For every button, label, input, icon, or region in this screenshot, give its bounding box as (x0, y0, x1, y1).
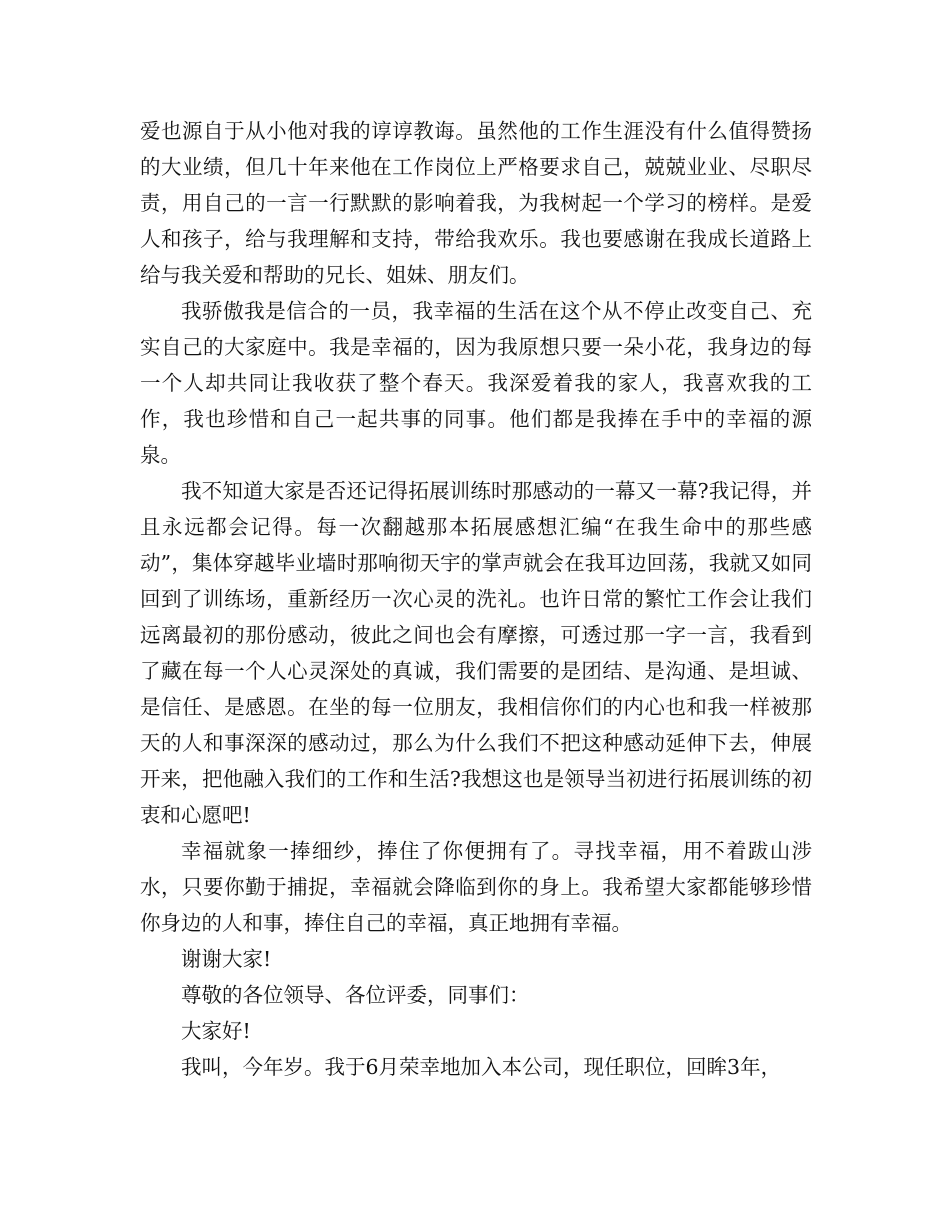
paragraph-thank-you: 谢谢大家! (181, 947, 272, 971)
paragraph-family-thanks: 爱也源自于从小他对我的谆谆教诲。虽然他的工作生涯没有什么值得赞扬的大业绩，但几十年来他在工作岗位上严格要求自己，兢兢业业、尽职尽责，用自己的一言一行默默的影响着我，为我树起一个学习的榜样。是爱人和孩子，给与我理解和支持，带给我欢乐。我也要感谢在我成长道路上给与我关爱和帮助的兄长、姐妹、朋友们。 (140, 119, 812, 287)
paragraph-happiness: 幸福就象一捧细纱，捧住了你便拥有了。寻找幸福，用不着跋山涉水，只要你勤于捕捉，幸福就会降临到你的身上。我希望大家都能够珍惜你身边的人和事，捧住自己的幸福，真正地拥有幸福。 (140, 839, 812, 935)
paragraph-outward-training: 我不知道大家是否还记得拓展训练时那感动的一幕又一幕?我记得，并且永远都会记得。每一次翻越那本拓展感想汇编“在我生命中的那些感动”，集体穿越毕业墙时那响彻天宇的掌声就会在我耳边回荡，我就又如同回到了训练场，重新经历一次心灵的洗礼。也许日常的繁忙工作会让我们远离最初的那份感动，彼此之间也会有摩擦，可透过那一字一言，我看到了藏在每一个人心灵深处的真诚，我们需要的是团结、是沟通、是坦诚、是信任、是感恩。在坐的每一位朋友，我相信你们的内心也和我一样被那天的人和事深深的感动过，那么为什么我们不把这种感动延伸下去，伸展开来，把他融入我们的工作和生活?我想这也是领导当初进行拓展训练的初衷和心愿吧! (140, 479, 812, 827)
document-page (140, 113, 812, 1085)
paragraph-greeting: 大家好! (181, 1019, 251, 1043)
paragraph-salutation: 尊敬的各位领导、各位评委，同事们： (181, 983, 530, 1007)
paragraph-self-intro: 我叫，今年岁。我于6月荣幸地加入本公司，现任职位，回眸3年， (181, 1055, 782, 1079)
paragraph-proud-member: 我骄傲我是信合的一员，我幸福的生活在这个从不停止改变自己、充实自己的大家庭中。我是幸福的，因为我原想只要一朵小花，我身边的每一个人却共同让我收获了整个春天。我深爱着我的家人，我喜欢我的工作，我也珍惜和自己一起共事的同事。他们都是我捧在手中的幸福的源泉。 (140, 299, 812, 467)
